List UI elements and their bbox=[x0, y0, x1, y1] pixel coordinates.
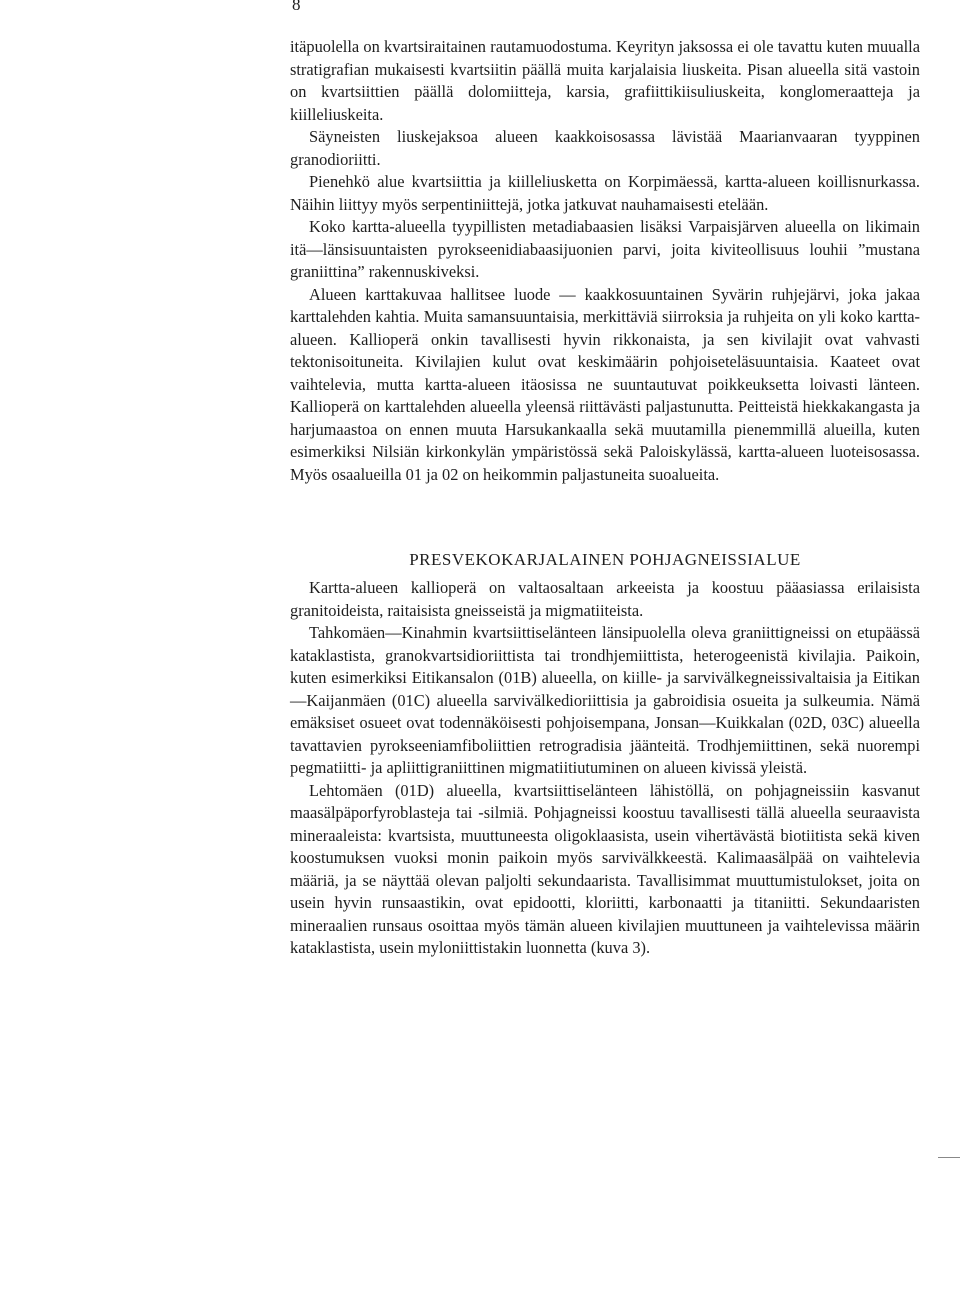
paragraph: Tahkomäen—Kinahmin kvartsiittiselänteen länsipuolella oleva graniittigneissi on etupäässä kataklastista, granokvartsidioriittista tai trondhjemiittista, heterogeenistä kivilajia. Paikoin, kuten esimerkiksi Eitikansalon (01B) alueella, on kiille- ja sarvivälkegneissivaltaisia ja Eitikan—Kaijanmäen (01C) alueella sarvivälkedioriittisia ja gabroidisia osueita ja sulkeumia. Nämä emäksiset osueet ovat todennäköisesti pohjoisempana, Jonsan—Kuikkalan (02D, 03C) alueella tavattavien pyrokseeniamfiboliittien retrogradisia jäänteitä. Trodhjemiittinen, sekä nuorempi pegmatiitti- ja apliittigraniittinen migmatiitiutuminen on alueen kivissä yleistä. bbox=[290, 623, 920, 777]
body-text-section-1 bbox=[290, 36, 920, 486]
page-edge-rule bbox=[938, 1157, 960, 1158]
page-number: 8 bbox=[292, 0, 301, 14]
paragraph: Alueen karttakuvaa hallitsee luode — kaakkosuuntainen Syvärin ruhjejärvi, joka jakaa karttalehden kahtia. Muita samansuuntaisia, merkittäviä siirroksia ja ruhjeita on yli koko kartta-alueen. Kallioperä onkin tavallisesti hyvin rikkonaista, ja sen kivilajit ovat vahvasti tektonisoituneita. Kivilajien kulut ovat keskimäärin pohjoiseteläsuuntaisia. Kaateet ovat vaihtelevia, mutta kartta-alueen itäosissa ne suuntautuvat poikkeuksetta loivasti länteen. Kallioperä on karttalehden alueella yleensä riittävästi paljastunutta. Peitteistä hiekkakangasta ja harjumaastoa on ennen muuta Harsukankaalla sekä muutamilla pienemmillä alueilla, kuten esimerkiksi Nilsiän kirkonkylän ympäristössä sekä Paloiskylässä, kartta-alueen luoteisosassa. Myös osaalueilla 01 ja 02 on heikommin paljastuneita suoalueita. bbox=[290, 284, 920, 484]
paragraph: Koko kartta-alueella tyypillisten metadiabaasien lisäksi Varpaisjärven alueella on likimain itä—länsisuuntaisten pyrokseenidiabaasijuonien parvi, joita kiviteollisuus louhii ”mustana graniittina” rakennuskiveksi. bbox=[290, 217, 920, 281]
paragraph: Säyneisten liuskejaksoa alueen kaakkoisosassa lävistää Maarianvaaran tyyppinen granodioriitti. bbox=[290, 127, 920, 169]
section-heading: PRESVEKOKARJALAINEN POHJAGNEISSIALUE bbox=[409, 550, 801, 569]
body-text-section-2 bbox=[290, 577, 920, 960]
paragraph: Pienehkö alue kvartsiittia ja kiilleliusketta on Korpimäessä, kartta-alueen koillisnurkassa. Näihin liittyy myös serpentiniittejä, jotka jatkuvat nauhamaisesti etelään. bbox=[290, 172, 920, 214]
paragraph: Kartta-alueen kallioperä on valtaosaltaan arkeeista ja koostuu pääasiassa erilaisista granitoideista, raitaisista gneisseistä ja migmatiiteista. bbox=[290, 578, 920, 620]
paragraph: Lehtomäen (01D) alueella, kvartsiittiselänteen lähistöllä, on pohjagneissiin kasvanut maasälpäporfyroblasteja tai -silmiä. Pohjagneissi koostuu tavallisesti tällä alueella seuraavista mineraaleista: kvartsista, muuttuneesta oligoklaasista, usein vihertävästä biotiitista sekä kiven koostumuksen vuoksi monin paikoin myös sarvivälkkeestä. Kalimaasälpää on vaihtelevia määriä, ja se näyttää olevan paljolti sekundaarista. Tavallisimmat muuttumistulokset, joita on usein hyvin runsaastikin, ovat epidootti, kloriitti, karbonaatti ja titaniitti. Sekundaaristen mineraalien runsaus osoittaa myös tämän alueen kivilajien muuttuneen ja vaihtelevissa määrin kataklastista, usein myloniittistakin luonnetta (kuva 3). bbox=[290, 780, 920, 957]
paragraph: itäpuolella on kvartsiraitainen rautamuodostuma. Keyrityn jaksossa ei ole tavattu kuten muualla stratigrafian mukaisesti kvartsiitin päällä muita karjalaisia liuskeita. Pisan alueella sitä vastoin on kvartsiittien päällä dolomiitteja, karsia, grafiittikiisuliuskeita, konglomeraatteja ja kiilleliuskeita. bbox=[290, 37, 920, 124]
